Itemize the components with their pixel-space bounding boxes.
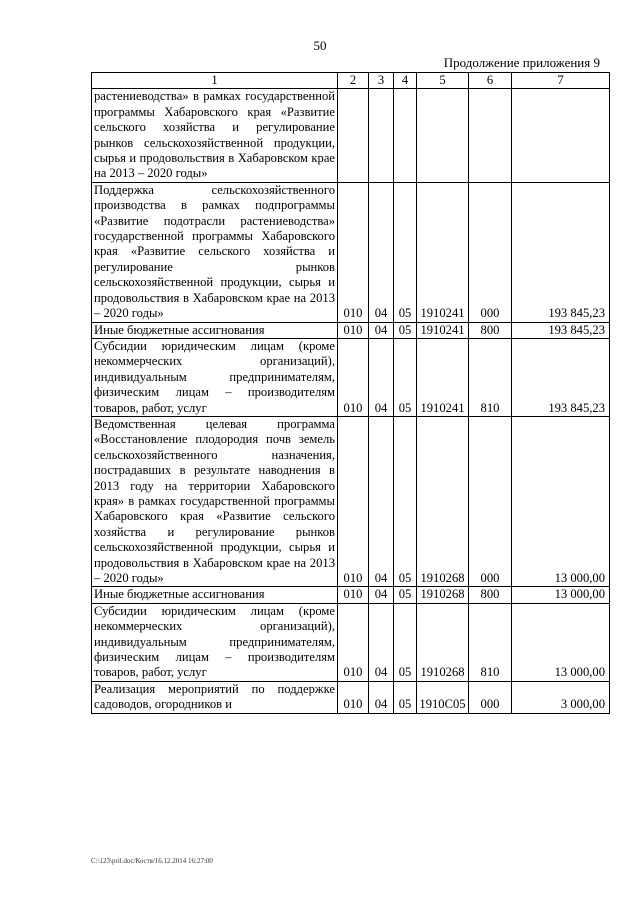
table-row (92, 587, 610, 603)
cell-target-item: 1910268 (417, 603, 469, 681)
cell-amount: 13 000,00 (512, 603, 610, 681)
cell-ministry: 010 (338, 681, 369, 713)
cell-subsection: 05 (394, 338, 417, 416)
header-cell: 6 (469, 73, 512, 89)
cell-subsection: 05 (394, 322, 417, 338)
row-name: Реализация мероприятий по поддержке садоводов, огородников и (92, 681, 338, 713)
cell-ministry: 010 (338, 322, 369, 338)
row-name: растениеводства» в рамках государственной программы Хабаровского края «Развитие сельского хозяйства и регулирование рынков сельскохозяйственной продукции, сырья и продовольствия в Хабаровском крае на 2013 – 2020 годы» (92, 89, 338, 182)
page-number: 50 (313, 38, 327, 53)
cell-ministry: 010 (338, 587, 369, 603)
table-row (92, 603, 610, 681)
row-name: Иные бюджетные ассигнования (92, 322, 338, 338)
row-name: Иные бюджетные ассигнования (92, 587, 338, 603)
cell-subsection: 05 (394, 603, 417, 681)
cell-expense-type: 000 (469, 416, 512, 586)
table-row (92, 416, 610, 586)
row-name: Поддержка сельскохозяйственного производства в рамках подпрограммы «Развитие подотрасли растениеводства» государственной программы Хабаровского края «Развитие сельского хозяйства и регулирование рынков сельскохозяйственной продукции, сырья и продовольствия в Хабаровском крае на 2013 – 2020 годы» (92, 182, 338, 322)
cell-expense-type: 000 (469, 182, 512, 322)
cell-subsection: 05 (394, 416, 417, 586)
cell-target-item: 1910241 (417, 182, 469, 322)
table-row (92, 89, 610, 182)
cell-section: 04 (369, 416, 394, 586)
continuation-title: Продолжение приложения 9 (443, 55, 600, 70)
cell-ministry: 010 (338, 182, 369, 322)
cell-target-item: 1910С05 (417, 681, 469, 713)
header-cell: 1 (92, 73, 338, 89)
cell-amount: 3 000,00 (512, 681, 610, 713)
header-cell: 3 (369, 73, 394, 89)
budget-table (91, 72, 610, 714)
cell-section: 04 (369, 182, 394, 322)
cell-ministry: 010 (338, 416, 369, 586)
cell-target-item: 1910268 (417, 416, 469, 586)
cell-subsection (394, 89, 417, 182)
cell-amount: 193 845,23 (512, 338, 610, 416)
cell-expense-type: 000 (469, 681, 512, 713)
table-row (92, 338, 610, 416)
cell-section: 04 (369, 603, 394, 681)
cell-section: 04 (369, 681, 394, 713)
cell-amount (512, 89, 610, 182)
cell-target-item: 1910241 (417, 338, 469, 416)
header-cell: 5 (417, 73, 469, 89)
cell-expense-type: 810 (469, 603, 512, 681)
header-cell: 2 (338, 73, 369, 89)
cell-target-item: 1910241 (417, 322, 469, 338)
cell-section: 04 (369, 587, 394, 603)
table-row (92, 681, 610, 713)
cell-section (369, 89, 394, 182)
cell-section: 04 (369, 338, 394, 416)
row-name: Ведомственная целевая программа «Восстановление плодородия почв земель сельскохозяйственного назначения, пострадавших в результате наводнения в 2013 году на территории Хабаровского края» в рамках государственной программы Хабаровского края «Развитие сельского хозяйства и регулирование рынков сельскохозяйственной продукции, сырья и продовольствия в Хабаровском крае на 2013 – 2020 годы» (92, 416, 338, 586)
cell-expense-type (469, 89, 512, 182)
cell-amount: 13 000,00 (512, 416, 610, 586)
cell-target-item: 1910268 (417, 587, 469, 603)
cell-expense-type: 810 (469, 338, 512, 416)
cell-subsection: 05 (394, 681, 417, 713)
header-cell: 7 (512, 73, 610, 89)
cell-subsection: 05 (394, 182, 417, 322)
cell-amount: 13 000,00 (512, 587, 610, 603)
header-row (92, 73, 610, 89)
header-cell: 4 (394, 73, 417, 89)
cell-ministry (338, 89, 369, 182)
cell-expense-type: 800 (469, 587, 512, 603)
cell-subsection: 05 (394, 587, 417, 603)
cell-amount: 193 845,23 (512, 322, 610, 338)
cell-target-item (417, 89, 469, 182)
cell-ministry: 010 (338, 603, 369, 681)
row-name: Субсидии юридическим лицам (кроме некоммерческих организаций), индивидуальным предпринимателям, физическим лицам – производителям товаров, работ, услуг (92, 338, 338, 416)
cell-amount: 193 845,23 (512, 182, 610, 322)
row-name: Субсидии юридическим лицам (кроме некоммерческих организаций), индивидуальным предпринимателям, физическим лицам – производителям товаров, работ, услуг (92, 603, 338, 681)
file-path-footer: C:\123\pril.doc/Костя/16.12.2014 16:27:00 (91, 857, 213, 865)
cell-expense-type: 800 (469, 322, 512, 338)
table-row (92, 322, 610, 338)
table-row (92, 182, 610, 322)
cell-section: 04 (369, 322, 394, 338)
cell-ministry: 010 (338, 338, 369, 416)
